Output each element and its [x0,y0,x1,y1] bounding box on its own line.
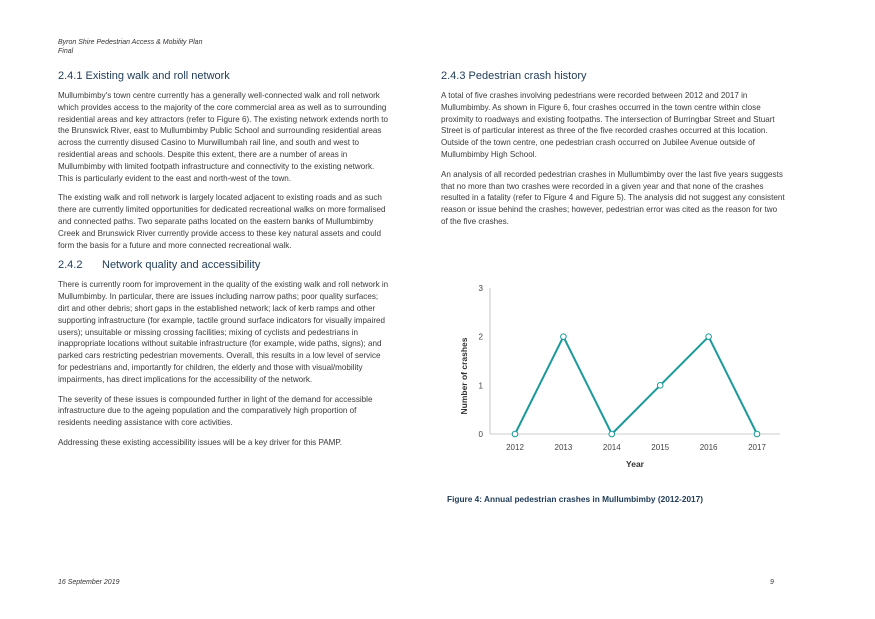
page-number: 9 [770,579,774,586]
x-axis-label: Year [626,459,644,469]
x-tick-label: 2014 [602,443,621,452]
section-2-4-1-paragraph-1: Mullumbimby's town centre currently has a generally well-connected walk and roll network which provides access to the majority of the core commercial area as well as to surrounding residential areas and key attractors (refer to Figure 6). The existing network extends north to the Brunswick River, east to Mullumbimby Public School and surrounding residential areas across the currently disused Casino to Murwillumbah rail line, and south and west to residential areas and schools. Despite this extent, there are a number of areas in Mullumbimby with limited footpath infrastructure and connectivity to the existing network. This is particularly evident to the east and north-west of the town. [58,91,389,183]
data-point [561,334,567,340]
section-2-4-2-paragraph-2: The severity of these issues is compounded further in light of the demand for accessible infrastructure due to the ageing population and the comparatively high proportion of residents needing assistance with core activities. [58,394,373,428]
x-tick-label: 2013 [554,443,573,452]
section-2-4-3-paragraph-1: A total of five crashes involving pedestrians were recorded between 2012 and 2017 in Mullumbimby. As shown in Figure 6, four crashes occurred in the town centre within close proximity to roadways and existing footpaths. The intersection of Burringbar Street and Stuart Street is of particular interest as three of the five recorded crashes occurred at this location. Outside of the town centre, one pedestrian crash occurred on Jubilee Avenue outside of Mullumbimby High School. [441,91,775,159]
y-axis-label: Number of crashes [459,337,469,415]
document-header [58,38,202,56]
x-tick-label: 2012 [506,443,524,452]
left-column [58,70,390,457]
section-2-4-3-paragraph-2: An analysis of all recorded pedestrian crashes in Mullumbimby over the last five years suggests that no more than two crashes were recorded in a given year and that none of the crashes resulted in a fatality (refer to Figure 4 and Figure 5). The analysis did not suggest any consistent reason or issue behind the crashes; however, pedestrian error was cited as the reason for two of the five crashes. [441,169,785,226]
section-2-4-3-heading: 2.4.3 Pedestrian crash history [441,70,587,82]
section-2-4-2-paragraph-3: Addressing these existing accessibility issues will be a key driver for this PAMP. [58,437,342,447]
crash-line-chart [445,278,785,473]
x-tick-label: 2015 [651,443,670,452]
section-2-4-2-title: Network quality and accessibility [102,259,261,272]
y-tick-label: 1 [478,381,483,391]
data-point [609,431,615,437]
right-column [441,70,785,236]
data-point [657,383,663,389]
data-point [754,431,760,437]
section-2-4-1-heading: 2.4.1 Existing walk and roll network [58,70,230,82]
section-2-4-2-paragraph-1: There is currently room for improvement in the quality of the existing walk and roll network in Mullumbimby. In particular, there are issues including narrow paths; poor quality surfaces; dirt and other debris; short gaps in the established network; lack of kerb ramps and other supporting infrastructure (for example, tactile ground surface indicators for visually impaired users); unsuitable or missing crossing facilities; mixing of cyclists and pedestrians in inappropriate locations without suitable infrastructure (for example, wide paths, signs); and parked cars restricting pedestrian movements. Overall, this results in a low level of service for pedestrians and, importantly for children, the elderly and those with visual/mobility impairments, has direct implications for the accessibility of the network. [58,280,389,384]
y-tick-label: 2 [478,332,483,342]
x-tick-label: 2017 [748,443,766,452]
data-point [706,334,712,340]
section-2-4-1-paragraph-2: The existing walk and roll network is largely located adjacent to existing roads and as such there are currently limited opportunities for dedicated recreational walks on more formalised and connected paths. Two separate paths located on the eastern banks of Mullumbimby Creek and Brunswick River currently provide access to these key natural assets and could form the basis for a future and more connected recreational walk. [58,193,386,250]
section-2-4-2-heading [58,259,390,271]
header-title: Byron Shire Pedestrian Access & Mobility Plan [58,39,203,46]
footer-date: 16 September 2019 [58,579,120,586]
y-tick-label: 3 [478,284,483,293]
header-status: Final [58,48,74,55]
y-tick-label: 0 [478,430,483,439]
figure-caption: Figure 4: Annual pedestrian crashes in Mullumbimby (2012-2017) [447,494,704,504]
data-point [512,431,518,437]
section-2-4-2-number: 2.4.2 [58,259,83,272]
x-tick-label: 2016 [699,443,718,452]
series-line [515,337,757,434]
